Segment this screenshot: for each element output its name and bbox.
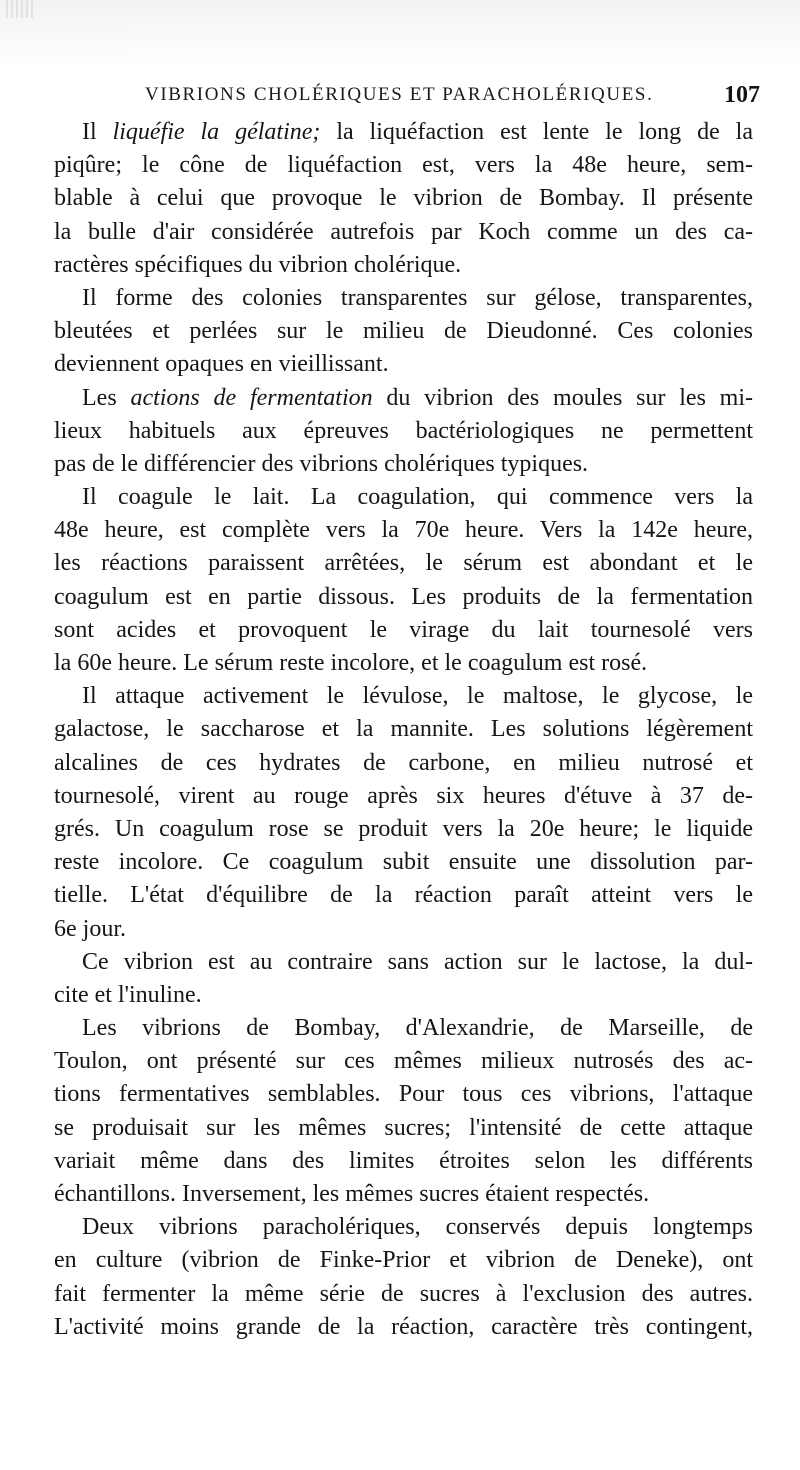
text-line: galactose, le saccharose et la mannite. Les solutions légèrement bbox=[54, 716, 753, 743]
text-line: coagulum est en partie dissous. Les produits de la fermentation bbox=[54, 583, 753, 610]
text-line: grés. Un coagulum rose se produit vers la 20e heure; le liquide bbox=[54, 815, 753, 842]
text-line: tielle. L'état d'équilibre de la réaction paraît atteint vers le bbox=[54, 882, 753, 909]
text-line: reste incolore. Ce coagulum subit ensuite une dissolution par- bbox=[54, 849, 753, 876]
scan-edge-artifact bbox=[0, 0, 800, 70]
line-text: Les bbox=[82, 384, 131, 411]
body-text bbox=[54, 116, 753, 1344]
line-text: Il bbox=[82, 119, 113, 145]
line-text: la liquéfaction est lente le long de la bbox=[320, 119, 753, 145]
text-line: les réactions paraissent arrêtées, le sérum est abondant et le bbox=[54, 550, 753, 577]
text-line: lieux habituels aux épreuves bactériologiques ne permettent bbox=[54, 417, 753, 444]
text-line: Ce vibrion est au contraire sans action sur le lactose, la dul- bbox=[82, 948, 753, 975]
text-line: piqûre; le cône de liquéfaction est, vers la 48e heure, sem- bbox=[54, 152, 753, 179]
text-line: tournesolé, virent au rouge après six heures d'étuve à 37 de- bbox=[54, 782, 753, 809]
text-line: Toulon, ont présenté sur ces mêmes milieux nutrosés des ac- bbox=[54, 1048, 753, 1075]
text-line bbox=[54, 382, 753, 415]
text-line: 48e heure, est complète vers la 70e heure. Vers la 142e heure, bbox=[54, 517, 753, 544]
text-line bbox=[54, 116, 753, 149]
text-line: échantillons. Inversement, les mêmes sucres étaient respectés. bbox=[54, 1181, 650, 1207]
page-header bbox=[145, 78, 760, 118]
text-line: 6e jour. bbox=[54, 915, 126, 942]
text-line: Deux vibrions paracholériques, conservés depuis longtemps bbox=[82, 1214, 753, 1241]
running-title: VIBRIONS CHOLÉRIQUES ET PARACHOLÉRIQUES. bbox=[145, 84, 654, 105]
text-line: deviennent opaques en vieillissant. bbox=[54, 351, 389, 378]
text-line: fait fermenter la même série de sucres à l'exclusion des autres. bbox=[54, 1280, 753, 1307]
text-line: variait même dans des limites étroites selon les différents bbox=[54, 1147, 753, 1174]
text-line: la bulle d'air considérée autrefois par Koch comme un des ca- bbox=[54, 218, 753, 245]
page-number: 107 bbox=[724, 82, 760, 108]
text-line: bleutées et perlées sur le milieu de Dieudonné. Ces colonies bbox=[54, 318, 753, 345]
text-line: tions fermentatives semblables. Pour tous ces vibrions, l'attaque bbox=[54, 1081, 753, 1108]
text-line: Il attaque activement le lévulose, le maltose, le glycose, le bbox=[82, 683, 753, 710]
text-line: ractères spécifiques du vibrion cholérique. bbox=[54, 251, 462, 278]
text-line: pas de le différencier des vibrions cholériques typiques. bbox=[54, 450, 589, 477]
italic-emphasis: actions de fermentation bbox=[130, 384, 373, 411]
text-line: Il coagule le lait. La coagulation, qui commence vers la bbox=[82, 484, 753, 511]
text-line: Les vibrions de Bombay, d'Alexandrie, de Marseille, de bbox=[82, 1015, 753, 1042]
text-line: L'activité moins grande de la réaction, caractère très contingent, bbox=[54, 1313, 753, 1340]
text-line: la 60e heure. Le sérum reste incolore, et le coagulum est rosé. bbox=[54, 650, 648, 676]
italic-emphasis: liquéfie la gélatine; bbox=[112, 119, 321, 145]
text-line: sont acides et provoquent le virage du lait tournesolé vers bbox=[54, 616, 753, 643]
text-line: cite et l'inuline. bbox=[54, 981, 202, 1008]
text-line: Il forme des colonies transparentes sur gélose, transparentes, bbox=[82, 284, 753, 311]
line-text: du vibrion des moules sur les mi- bbox=[372, 384, 753, 411]
text-line: alcalines de ces hydrates de carbone, en milieu nutrosé et bbox=[54, 749, 753, 776]
text-line: se produisait sur les mêmes sucres; l'intensité de cette attaque bbox=[54, 1114, 753, 1141]
text-line: blable à celui que provoque le vibrion de Bombay. Il présente bbox=[54, 185, 753, 212]
text-line: en culture (vibrion de Finke-Prior et vibrion de Deneke), ont bbox=[54, 1247, 753, 1274]
